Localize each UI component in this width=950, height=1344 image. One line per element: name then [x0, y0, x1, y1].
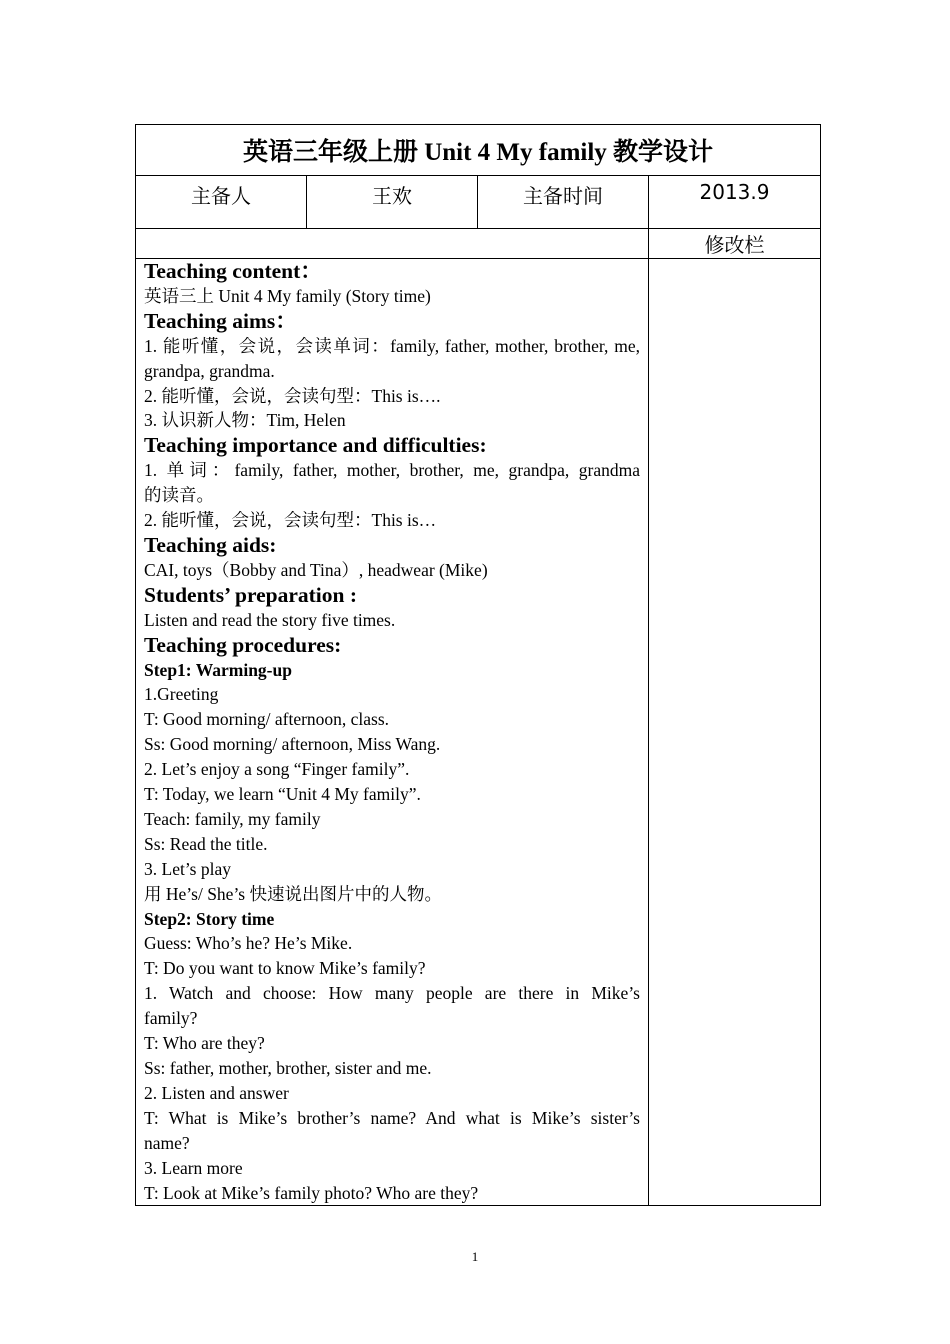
document-title: 英语三年级上册 Unit 4 My family 教学设计	[136, 125, 821, 176]
info-row	[136, 176, 821, 229]
section-heading: Students’ preparation :	[144, 582, 358, 607]
content-line: 3. Let’s play	[144, 858, 231, 879]
content-line: family?	[144, 1008, 198, 1029]
revision-header-row	[136, 229, 821, 259]
content-line: 1. 能听懂，会说，会读单词：family, father, mother, brother, me,	[144, 335, 640, 356]
time-value: 2013.9	[649, 176, 821, 229]
content-line: 1. 单词：family, father, mother, brother, me, grandpa, grandma	[144, 460, 640, 481]
section-heading: Teaching aids:	[144, 532, 277, 557]
section-heading: Teaching importance and difficulties:	[144, 433, 487, 458]
content-line: Teach: family, my family	[144, 808, 321, 829]
content-line: 3. Learn more	[144, 1157, 243, 1178]
content-line: 用 He’s/ She’s 快速说出图片中的人物。	[144, 883, 442, 904]
step-heading: Step2: Story time	[144, 908, 275, 929]
section-heading: Teaching content：	[144, 259, 322, 283]
content-line: T: Look at Mike’s family photo? Who are they?	[144, 1182, 479, 1203]
content-line: 2. Let’s enjoy a song “Finger family”.	[144, 759, 410, 780]
content-line: Ss: Good morning/ afternoon, Miss Wang.	[144, 734, 441, 755]
content-line: 1. Watch and choose: How many people are there in Mike’s	[144, 983, 640, 1004]
preparer-name: 王欢	[307, 176, 478, 229]
content-line: 3. 认识新人物：Tim, Helen	[144, 410, 346, 431]
page-number: 1	[471, 1249, 479, 1264]
content-line: 1.Greeting	[144, 684, 219, 705]
content-line: T: Do you want to know Mike’s family?	[144, 958, 426, 979]
content-line: Ss: father, mother, brother, sister and me.	[144, 1058, 432, 1078]
content-line: CAI, toys（Bobby and Tina）, headwear (Mike)	[144, 559, 488, 580]
content-line: 2. 能听懂，会说，会读句型：This is…	[144, 510, 437, 531]
revision-column-label: 修改栏	[649, 229, 821, 259]
section-heading: Teaching procedures:	[144, 632, 342, 657]
title-row	[136, 125, 821, 176]
content-line: Guess: Who’s he? He’s Mike.	[144, 933, 353, 954]
revision-notes-cell	[649, 259, 821, 1206]
content-line: name?	[144, 1132, 190, 1153]
content-line: 2. 能听懂，会说，会读句型：This is….	[144, 385, 441, 406]
step-heading: Step1: Warming-up	[144, 659, 292, 680]
empty-header-cell	[136, 229, 649, 259]
lesson-content	[136, 259, 649, 1206]
section-heading: Teaching aims：	[144, 308, 297, 333]
content-line: Ss: Read the title.	[144, 833, 268, 854]
content-line: 的读音。	[144, 485, 214, 506]
content-line: 2. Listen and answer	[144, 1082, 289, 1103]
content-line: Listen and read the story five times.	[144, 609, 396, 630]
content-line: T: Today, we learn “Unit 4 My family”.	[144, 784, 421, 805]
preparer-label: 主备人	[136, 176, 307, 229]
content-line: grandpa, grandma.	[144, 360, 275, 381]
lesson-plan-table	[135, 124, 821, 1206]
time-label: 主备时间	[478, 176, 649, 229]
content-row	[136, 259, 821, 1206]
content-line: T: What is Mike’s brother’s name? And what is Mike’s sister’s	[144, 1107, 640, 1128]
content-line: T: Who are they?	[144, 1033, 265, 1054]
content-line: T: Good morning/ afternoon, class.	[144, 709, 390, 730]
content-line: 英语三上 Unit 4 My family (Story time)	[144, 285, 431, 306]
